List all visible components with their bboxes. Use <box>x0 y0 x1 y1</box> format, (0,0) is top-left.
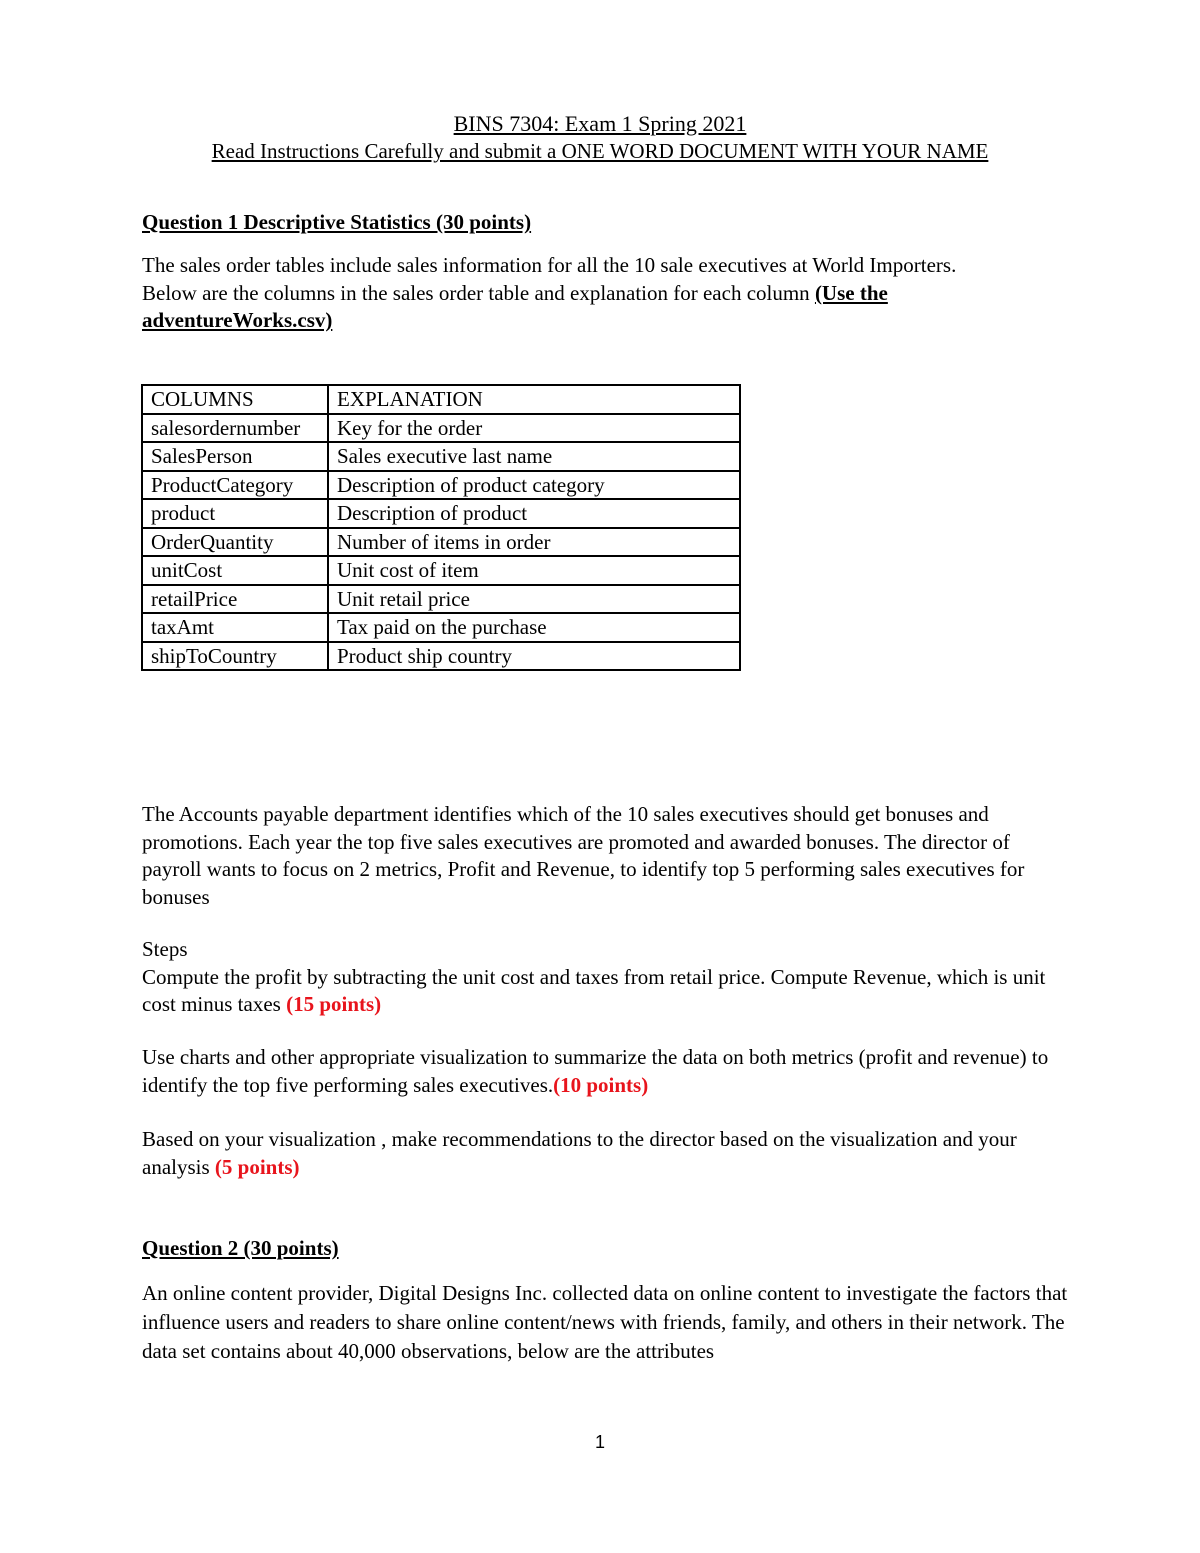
step-3 <box>142 1126 1072 1181</box>
intro-line-2: Below are the columns in the sales order table and explanation for each column <box>142 280 815 305</box>
step-1-points: (15 points) <box>286 992 382 1016</box>
table-row <box>142 442 740 471</box>
column-name-cell: ProductCategory <box>142 471 328 500</box>
table-row <box>142 613 740 642</box>
intro-dataset-ref-2: adventureWorks.csv) <box>142 308 333 332</box>
column-explanation-cell: Number of items in order <box>328 528 740 557</box>
column-name-cell: SalesPerson <box>142 442 328 471</box>
intro-dataset-ref-1: (Use the <box>814 280 888 305</box>
column-explanation-cell: Sales executive last name <box>328 442 740 471</box>
page-number: 1 <box>594 1432 605 1452</box>
step-2-points: (10 points) <box>553 1072 649 1097</box>
column-name-cell: shipToCountry <box>142 642 328 671</box>
table-row <box>142 528 740 557</box>
table-row <box>142 556 740 585</box>
step-2 <box>142 1044 1072 1099</box>
column-name-cell: OrderQuantity <box>142 528 328 557</box>
question-2-heading: Question 2 (30 points) <box>142 1236 339 1260</box>
question-1-intro <box>142 252 1072 335</box>
table-row <box>142 642 740 671</box>
table-row <box>142 585 740 614</box>
step-3-text: Based on your visualization , make recommendations to the director based on the visualization and your analysis <box>142 1127 1017 1179</box>
columns-table <box>141 384 741 671</box>
column-explanation-cell: EXPLANATION <box>328 385 740 414</box>
table-header-row <box>142 385 740 414</box>
column-name-cell: retailPrice <box>142 585 328 614</box>
steps-label: Steps <box>142 937 188 961</box>
column-name-cell: product <box>142 499 328 528</box>
exam-instruction: Read Instructions Carefully and submit a ONE WORD DOCUMENT WITH YOUR NAME <box>211 139 989 163</box>
table-row <box>142 499 740 528</box>
steps-block <box>142 936 1072 1019</box>
question-2-paragraph: An online content provider, Digital Designs Inc. collected data on online content to investigate the factors that influence users and readers to share online content/news with friends, family, and others in their network. The data set contains about 40,000 observations, below are the attributes <box>142 1281 1068 1363</box>
table-row <box>142 471 740 500</box>
column-explanation-cell: Unit retail price <box>328 585 740 614</box>
column-explanation-cell: Key for the order <box>328 414 740 443</box>
column-explanation-cell: Description of product <box>328 499 740 528</box>
step-3-points: (5 points) <box>214 1154 300 1179</box>
column-name-cell: unitCost <box>142 556 328 585</box>
column-explanation-cell: Description of product category <box>328 471 740 500</box>
column-name-cell: COLUMNS <box>142 385 328 414</box>
column-explanation-cell: Unit cost of item <box>328 556 740 585</box>
column-name-cell: taxAmt <box>142 613 328 642</box>
intro-line-1: The sales order tables include sales information for all the 10 sale executives at World Importers. <box>142 253 957 277</box>
step-2-text: Use charts and other appropriate visualization to summarize the data on both metrics (profit and revenue) to identify the top five performing sales executives. <box>142 1045 1049 1097</box>
table-row <box>142 414 740 443</box>
step-1-text: Compute the profit by subtracting the unit cost and taxes from retail price. Compute Revenue, which is unit cost minus taxes <box>142 964 1046 1016</box>
question-1-heading: Question 1 Descriptive Statistics (30 points) <box>142 210 532 234</box>
column-explanation-cell: Tax paid on the purchase <box>328 613 740 642</box>
column-name-cell: salesordernumber <box>142 414 328 443</box>
exam-title: BINS 7304: Exam 1 Spring 2021 <box>453 111 747 136</box>
accounts-payable-paragraph: The Accounts payable department identifies which of the 10 sales executives should get bonuses and promotions. Each year the top five sales executives are promoted and awarded bonuses. The director of payroll wants to focus on 2 metrics, Profit and Revenue, to identify top 5 performing sales executives for bonuses <box>142 802 1025 909</box>
column-explanation-cell: Product ship country <box>328 642 740 671</box>
